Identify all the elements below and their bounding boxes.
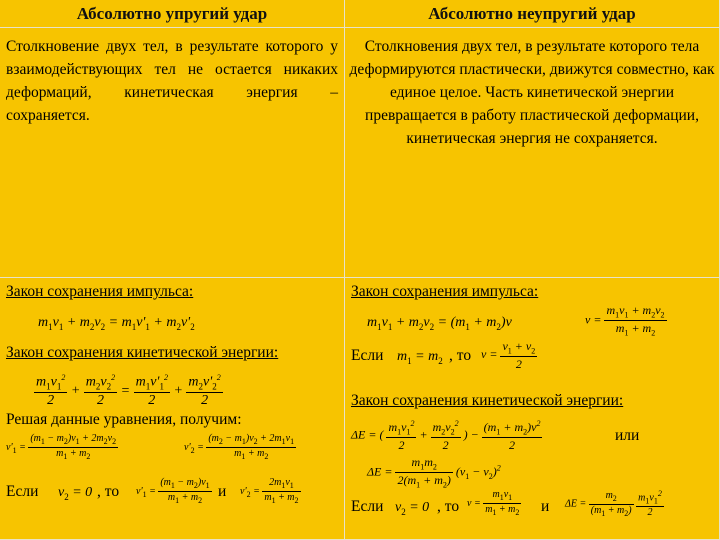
- elastic-v2-solution: $v'_2$ = $\frac{(m_2 - m_1)v_2 + 2m_1v_1}{m_1 + m_2}$: [184, 433, 295, 461]
- inelastic-and-text: и: [541, 498, 550, 515]
- elastic-solve-text: Решая данные уравнения, получим:: [6, 411, 242, 428]
- inelastic-v2-zero-value: = 0: [409, 500, 430, 515]
- inelastic-energy-loss-alt: ΔE = $\frac{m_1m_2}{2(m_1 + m_2)}$ $(v_1 - v_2)^2$: [367, 455, 501, 490]
- inelastic-equal-masses: $m_1 = m_2$: [397, 349, 443, 366]
- inelastic-equal-mass-velocity: v = $\frac{v_1 + v_2}{2}$: [481, 339, 536, 372]
- elastic-energy-equation: $\frac{m_1v_1^2}{2}$ + $\frac{m_2v_2^2}{2}$ = $\frac{m_1v'_1^2}{2}$ + $\frac{m_2v'_2^2}{2}$: [36, 373, 221, 409]
- inelastic-if-text-2: Если: [351, 498, 384, 515]
- inelastic-velocity-formula: v = $\frac{m_1v_1 + m_2v_2}{m_1 + m_2}$: [585, 303, 665, 338]
- inelastic-if-text: Если: [351, 347, 384, 364]
- header-inelastic: Абсолютно неупругий удар: [345, 0, 720, 28]
- inelastic-v2-zero-energy-loss: ΔE = $\frac{m_2}{(m_1 + m_2)}$ $\frac{m_1v_1^2}{2}$: [565, 489, 662, 519]
- elastic-v2-zero: $v_2 = 0$: [58, 485, 93, 502]
- elastic-if-text: Если: [6, 483, 39, 500]
- inelastic-energy-loss: ΔE = ( $\frac{m_1v_1^2}{2}$ + $\frac{m_2v_2^2}{2}$ ) − $\frac{(m_1 + m_2)v^2}{2}$: [351, 419, 541, 453]
- inelastic-then-text: , то: [449, 347, 472, 364]
- header-elastic: Абсолютно упругий удар: [0, 0, 345, 28]
- elastic-formulas: [0, 278, 345, 540]
- inelastic-v2-zero: $v_2 = 0$: [395, 500, 430, 517]
- inelastic-or-text: или: [615, 427, 640, 444]
- elastic-definition: Столкновение двух тел, в результате которого у взаимодействующих тел не остается никаких деформаций, кинетическая энергия – сохраняется.: [0, 28, 345, 278]
- elastic-v1-solution: $v'_1$ = $\frac{(m_1 - m_2)v_1 + 2m_2v_2}{m_1 + m_2}$: [6, 433, 117, 461]
- elastic-and-text: и: [218, 483, 227, 500]
- elastic-v2-case: $v'_2$ = $\frac{2m_1v_1}{m_1 + m_2}$: [240, 477, 299, 505]
- inelastic-then-text-2: , то: [437, 498, 460, 515]
- inelastic-energy-law: Закон сохранения кинетической энергии:: [351, 392, 624, 409]
- elastic-then-text: , то: [97, 483, 120, 500]
- elastic-momentum-law: Закон сохранения импульса:: [6, 283, 194, 300]
- inelastic-momentum-law: Закон сохранения импульса:: [351, 283, 539, 300]
- elastic-v2-zero-value: = 0: [72, 485, 93, 500]
- elastic-energy-law: Закон сохранения кинетической энергии:: [6, 344, 279, 361]
- inelastic-momentum-equation: $m_1v_1 + m_2v_2 = (m_1 + m_2)v$: [367, 315, 512, 332]
- inelastic-v2-zero-velocity: v = $\frac{m_1v_1}{m_1 + m_2}$: [467, 489, 520, 517]
- elastic-momentum-equation: $m_1v_1 + m_2v_2 = m_1v'_1 + m_2v'_2$: [38, 315, 195, 332]
- elastic-v1-case: $v'_1$ = $\frac{(m_1 - m_2)v_1}{m_1 + m_2}$: [136, 477, 210, 505]
- inelastic-formulas: [345, 278, 720, 540]
- inelastic-definition: Столкновения двух тел, в результате которого тела деформируются пластически, движутся совместно, как единое целое. Часть кинетической энергии превращается в работу пластической деформации, кинетическая энергия не сохраняется.: [345, 28, 720, 278]
